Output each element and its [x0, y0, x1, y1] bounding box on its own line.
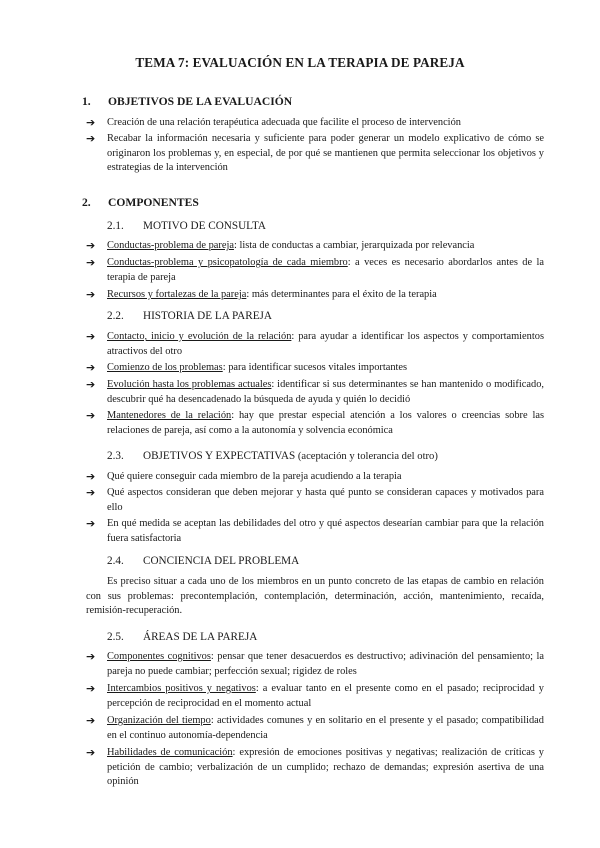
arrow-right-icon: ➔	[86, 116, 96, 129]
list-item: ➔ Contacto, inicio y evolución de la relación: para ayudar a identificar los aspectos y comportamientos atractivos del otro	[86, 330, 544, 357]
list-item: ➔ Mantenedores de la relación: hay que prestar especial atención a los valores o creencias sobre las relaciones de pareja, así como a la autonomía y solvencia económica	[86, 409, 545, 436]
list-item: ➔ Recabar la información necesaria y suficiente para poder generar un modelo explicativo de cómo se originaron los problemas y, en especial, de por qué se mantienen que permita seleccionar los objetivos y estrategias de la intervención	[86, 132, 544, 174]
arrow-right-icon: ➔	[86, 517, 96, 530]
arrow-right-icon: ➔	[86, 239, 96, 252]
arrow-right-icon: ➔	[86, 650, 96, 663]
list-item: ➔ Qué quiere conseguir cada miembro de la pareja acudiendo a la terapia	[86, 470, 402, 483]
subsection-2-2-heading: 2.2. HISTORIA DE LA PAREJA	[107, 310, 272, 322]
list-item: ➔ Conductas-problema de pareja: lista de conductas a cambiar, jerarquizada por relevancia	[86, 239, 475, 252]
arrow-right-icon: ➔	[86, 132, 96, 145]
arrow-right-icon: ➔	[86, 256, 96, 269]
list-item: ➔ Creación de una relación terapéutica adecuada que facilite el proceso de intervención	[86, 116, 461, 129]
list-item: ➔ Comienzo de los problemas: para identificar sucesos vitales importantes	[86, 361, 408, 374]
list-item: ➔ Evolución hasta los problemas actuales: identificar si sus determinantes se han mantenido o modificado, descubrir qué ha desencadenado la búsqueda de ayuda y quién lo decidió	[86, 378, 544, 405]
list-item: ➔ Habilidades de comunicación: expresión de emociones positivas y negativas; realización de críticas y petición de cambio; verbalización de un cumplido; rechazo de demandas; expresión asertiva de una opinión	[86, 746, 544, 788]
arrow-right-icon: ➔	[86, 682, 96, 695]
subsection-2-1-heading: 2.1. MOTIVO DE CONSULTA	[107, 220, 266, 232]
list-item: ➔ Recursos y fortalezas de la pareja: más determinantes para el éxito de la terapia	[86, 288, 437, 301]
section-1-heading	[82, 95, 292, 110]
list-item: ➔ Qué aspectos consideran que deben mejorar y hasta qué punto se consideran capaces y motivados para ello	[86, 486, 544, 513]
section-1-number: 1.	[82, 95, 91, 108]
section-1-title: OBJETIVOS DE LA EVALUACIÓN	[108, 95, 293, 108]
section-2-heading	[82, 196, 199, 211]
subsection-2-3-heading: 2.3. OBJETIVOS Y EXPECTATIVAS (aceptación y tolerancia del otro)	[107, 450, 438, 462]
list-item: ➔ Intercambios positivos y negativos: a evaluar tanto en el presente como en el pasado; reciprocidad y percepción de reciprocidad en el momento actual	[86, 682, 544, 709]
arrow-right-icon: ➔	[86, 409, 96, 422]
arrow-right-icon: ➔	[86, 486, 96, 499]
arrow-right-icon: ➔	[86, 714, 96, 727]
arrow-right-icon: ➔	[86, 746, 96, 759]
subsection-2-4-heading: 2.4. CONCIENCIA DEL PROBLEMA	[107, 555, 300, 567]
subsection-2-5-heading: 2.5. ÁREAS DE LA PAREJA	[107, 631, 258, 643]
document-title: TEMA 7: EVALUACIÓN EN LA TERAPIA DE PAREJA	[135, 55, 465, 70]
section-2-number: 2.	[82, 196, 91, 209]
arrow-right-icon: ➔	[86, 330, 96, 343]
list-item: ➔ En qué medida se aceptan las debilidades del otro y qué aspectos desearían cambiar para que la relación fuera satisfactoria	[86, 517, 544, 544]
arrow-right-icon: ➔	[86, 378, 96, 391]
arrow-right-icon: ➔	[86, 470, 96, 483]
section-2-title: COMPONENTES	[108, 196, 199, 209]
list-item: ➔ Organización del tiempo: actividades comunes y en solitario en el presente y el pasado; compatibilidad en el continuo autonomía-dependencia	[86, 714, 544, 741]
arrow-right-icon: ➔	[86, 361, 96, 374]
paragraph: Es preciso situar a cada uno de los miembros en un punto concreto de las etapas de cambio en relación con sus problemas: precontemplación, contemplación, determinación, acción, mantenimiento, recaída, remisión-recuperación.	[86, 576, 544, 617]
list-item: ➔ Conductas-problema y psicopatología de cada miembro: a veces es necesario abordarlos antes de la terapia de pareja	[86, 256, 545, 283]
list-item: ➔ Componentes cognitivos: pensar que tener desacuerdos es destructivo; adivinación del pensamiento; la pareja no puede cambiar; perfección sexual; rigidez de roles	[86, 650, 544, 677]
arrow-right-icon: ➔	[86, 288, 96, 301]
